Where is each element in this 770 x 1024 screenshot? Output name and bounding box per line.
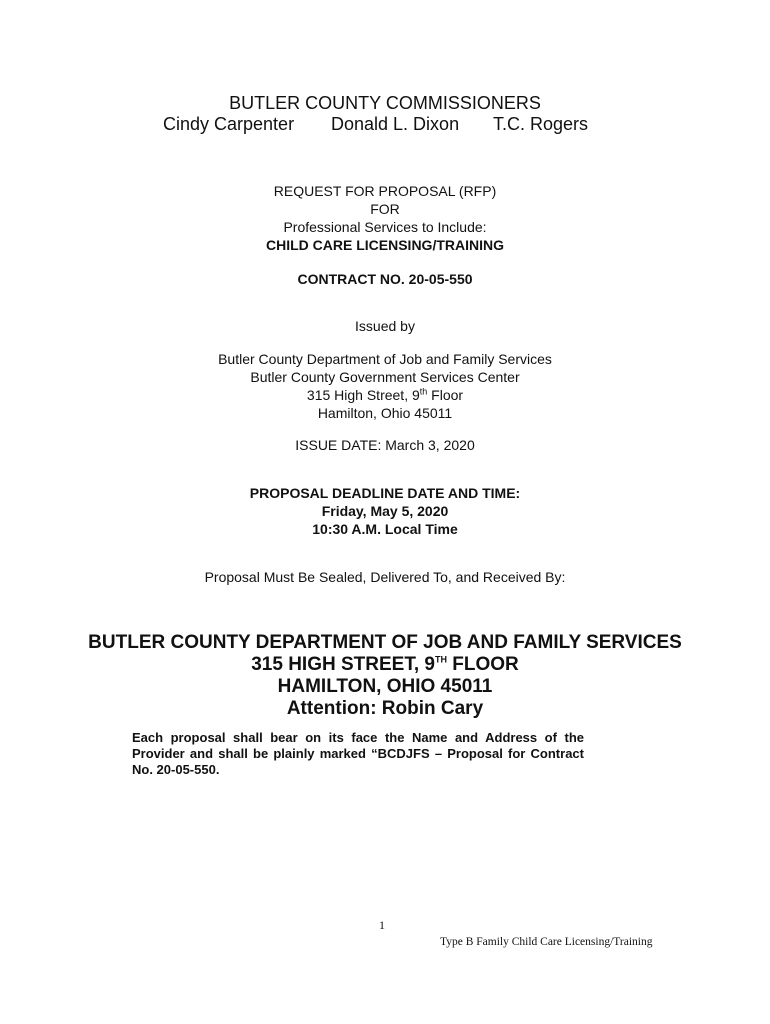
page-number: 1 (379, 918, 385, 932)
delivery-city: HAMILTON, OHIO 45011 (277, 676, 493, 697)
issuer-center: Butler County Government Services Center (250, 369, 520, 385)
marking-instructions: Each proposal shall bear on its face the Name and Address of the Provider and shall be plainly marked “BCDJFS – Proposal for Contract No. 20-05-550. (132, 730, 584, 777)
delivery-attention: Attention: Robin Cary (286, 698, 484, 719)
commissioner-name: Donald L. Dixon (331, 114, 460, 134)
deadline-time: 10:30 A.M. Local Time (312, 521, 458, 537)
deadline-date: Friday, May 5, 2020 (321, 503, 449, 519)
rfp-service-title: CHILD CARE LICENSING/TRAINING (266, 237, 504, 253)
rfp-line: Professional Services to Include: (283, 219, 487, 235)
issuer-dept: Butler County Department of Job and Family Services (218, 351, 552, 367)
delivery-instruction: Proposal Must Be Sealed, Delivered To, and Received By: (204, 569, 566, 585)
delivery-street: 315 HIGH STREET, 9TH FLOOR (251, 654, 519, 675)
commissioners-title: BUTLER COUNTY COMMISSIONERS (229, 93, 541, 113)
contract-number: CONTRACT NO. 20-05-550 (297, 271, 473, 287)
issued-by-label: Issued by (355, 318, 415, 334)
commissioner-name: T.C. Rogers (493, 114, 589, 134)
issue-date: ISSUE DATE: March 3, 2020 (295, 437, 475, 453)
issuer-street: 315 High Street, 9th Floor (306, 386, 464, 403)
rfp-line: REQUEST FOR PROPOSAL (RFP) (273, 183, 497, 199)
issuer-city: Hamilton, Ohio 45011 (317, 405, 453, 421)
deadline-heading: PROPOSAL DEADLINE DATE AND TIME: (249, 485, 521, 501)
rfp-line: FOR (370, 201, 400, 217)
running-footer: Type B Family Child Care Licensing/Training (440, 936, 653, 948)
commissioner-name: Cindy Carpenter (163, 114, 295, 134)
delivery-dept: BUTLER COUNTY DEPARTMENT OF JOB AND FAMILY SERVICES (88, 632, 682, 653)
